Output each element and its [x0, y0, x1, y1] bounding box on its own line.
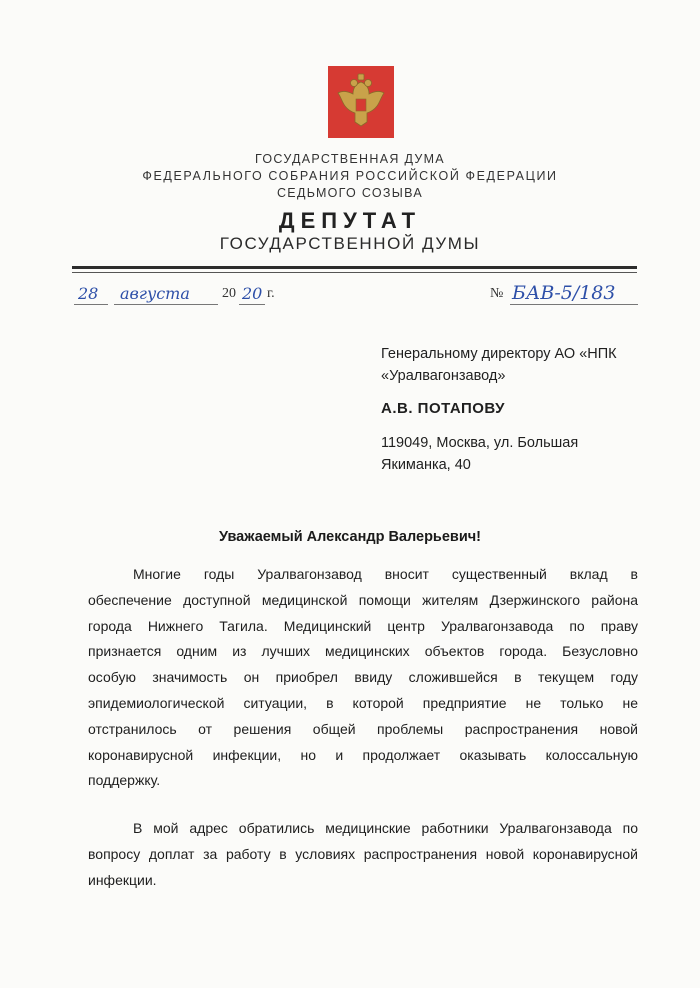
header-title: ДЕПУТАТ [278, 208, 422, 233]
number-value: БАВ-5/183 [512, 282, 616, 304]
date-month: августа [120, 284, 190, 303]
header-line-1: ГОСУДАРСТВЕННАЯ ДУМА [255, 152, 445, 166]
number-underline [510, 304, 638, 305]
date-month-underline [114, 304, 218, 305]
paragraph-line: особую значимость он приобрел ввиду сложившейся в текущем году [88, 669, 638, 686]
address-line-1: 119049, Москва, ул. Большая [381, 435, 579, 451]
paragraph-line: отстранилось от решения общей проблемы распространения новой [88, 720, 638, 737]
paragraph-line: коронавирусной инфекции, но и продолжает оказывать колоссальную [88, 746, 638, 763]
paragraph-line: инфекции. [88, 871, 157, 888]
coat-of-arms-icon [328, 66, 394, 138]
header-line-3: СЕДЬМОГО СОЗЫВА [276, 186, 423, 200]
date-suffix: г. [267, 286, 275, 301]
addressee-line-2: «Уралвагонзавод» [381, 368, 506, 384]
paragraph-line: вопросу доплат за работу в условиях распространения новой коронавирусной [88, 845, 638, 862]
addressee-address [381, 432, 651, 476]
header-rule-thick [72, 266, 637, 269]
date-year-prefix: 20 [222, 286, 236, 301]
document-number [490, 282, 640, 308]
date-day: 28 [78, 284, 99, 303]
date-year-suffix: 20 [242, 284, 263, 303]
date-year-underline [239, 304, 265, 305]
paragraph-line: В мой адрес обратились медицинские работники Уралвагонзавода по [133, 820, 638, 836]
paragraph-line: обеспечение доступной медицинской помощи жителям Дзержинского района [88, 591, 638, 608]
date-day-underline [74, 304, 108, 305]
header-subtitle: ГОСУДАРСТВЕННОЙ ДУМЫ [219, 234, 481, 253]
date-field [74, 284, 314, 308]
paragraph-line: города Нижнего Тагила. Медицинский центр Уралвагонзавода по праву [88, 617, 638, 634]
paragraph-1 [88, 562, 638, 794]
addressee-line-1: Генеральному директору АО «НПК [381, 346, 617, 362]
paragraph-line: поддержку. [88, 772, 161, 789]
addressee-name: А.В. ПОТАПОВУ [381, 400, 506, 417]
header-rule-thin [72, 272, 637, 273]
paragraph-line: эпидемиологической ситуации, в которой предприятие не только не [88, 694, 638, 711]
paragraph-line: признается одним из лучших медицинских объектов города. Безусловно [88, 643, 638, 660]
header-line-2: ФЕДЕРАЛЬНОГО СОБРАНИЯ РОССИЙСКОЙ ФЕДЕРАЦИИ [142, 169, 558, 183]
salutation: Уважаемый Александр Валерьевич! [218, 529, 481, 545]
addressee-position [381, 343, 651, 387]
paragraph-2 [88, 816, 638, 893]
number-label: № [490, 286, 504, 301]
paragraph-line: Многие годы Уралвагонзавод вносит существенный вклад в [133, 566, 638, 582]
address-line-2: Якиманка, 40 [381, 457, 471, 473]
